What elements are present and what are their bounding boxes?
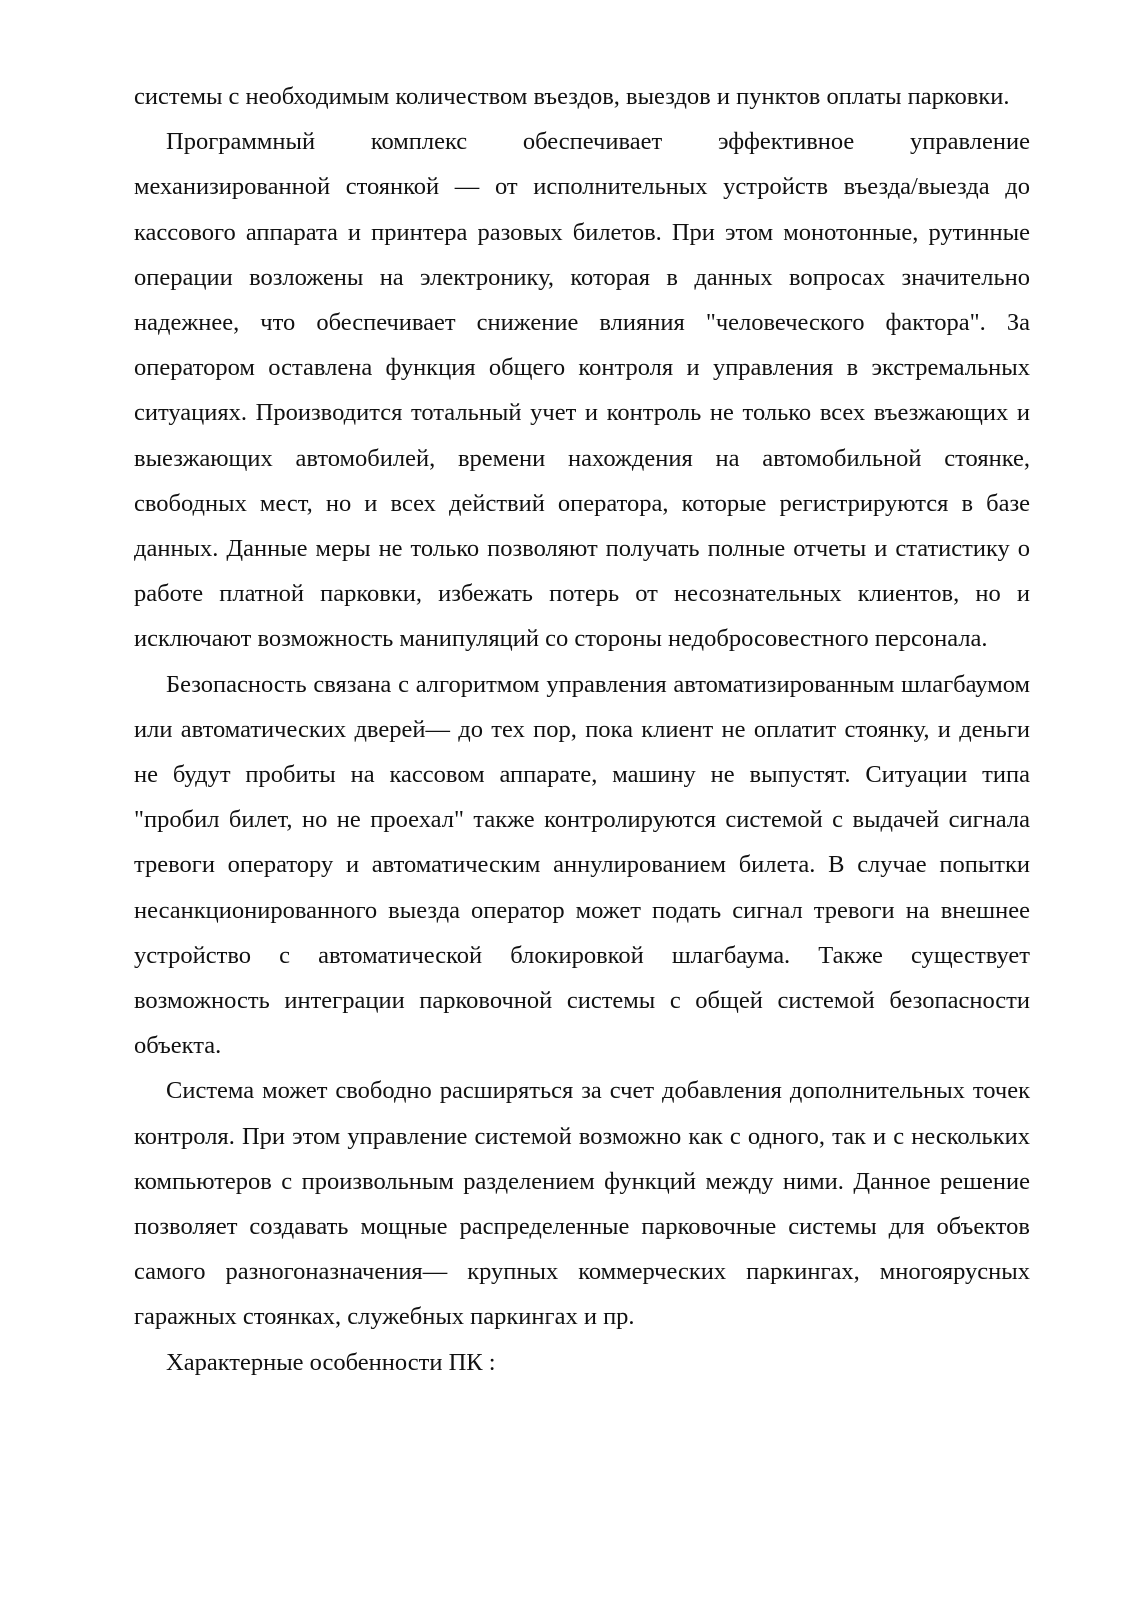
paragraph-software-complex: Программный комплекс обеспечивает эффективное управление механизированной стоянкой — от исполнительных устройств въезда/выезда до кассового аппарата и принтера разовых билетов. При этом монотонные, рутинные операции возложены на электронику, которая в данных вопросах значительно надежнее, что обеспечивает снижение влияния "человеческого фактора". За оператором оставлена функция общего контроля и управления в экстремальных ситуациях. Производится тотальный учет и контроль не только всех въезжающих и выезжающих автомобилей, времени нахождения на автомобильной стоянке, свободных мест, но и всех действий оператора, которые регистрируются в базе данных. Данные меры не только позволяют получать полные отчеты и статистику о работе платной парковки, избежать потерь от несознательных клиентов, но и исключают возможность манипуляций со стороны недобросовестного персонала. — [134, 128, 1030, 653]
paragraph-security: Безопасность связана с алгоритмом управления автоматизированным шлагбаумом или автоматических дверей— до тех пор, пока клиент не оплатит стоянку, и деньги не будут пробиты на кассовом аппарате, машину не выпустят. Ситуации типа "пробил билет, но не проехал" также контролируются системой с выдачей сигнала тревоги оператору и автоматическим аннулированием билета. В случае попытки несанкционированного выезда оператор может подать сигнал тревоги на внешнее устройство с автоматической блокировкой шлагбаума. Также существует возможность интеграции парковочной системы с общей системой безопасности объекта. — [134, 670, 1030, 1060]
paragraph-continuation: системы с необходимым количеством въездов, выездов и пунктов оплаты парковки. — [134, 83, 1010, 110]
paragraph-features-heading: Характерные особенности ПК : — [166, 1348, 496, 1376]
document-body — [134, 74, 1030, 1385]
paragraph-expansion: Система может свободно расширяться за счет добавления дополнительных точек контроля. При этом управление системой возможно как с одного, так и с нескольких компьютеров с произвольным разделением функций между ними. Данное решение позволяет создавать мощные распределенные парковочные системы для объектов самого разногоназначения— крупных коммерческих паркингах, многоярусных гаражных стоянках, служебных паркингах и пр. — [134, 1077, 1030, 1331]
